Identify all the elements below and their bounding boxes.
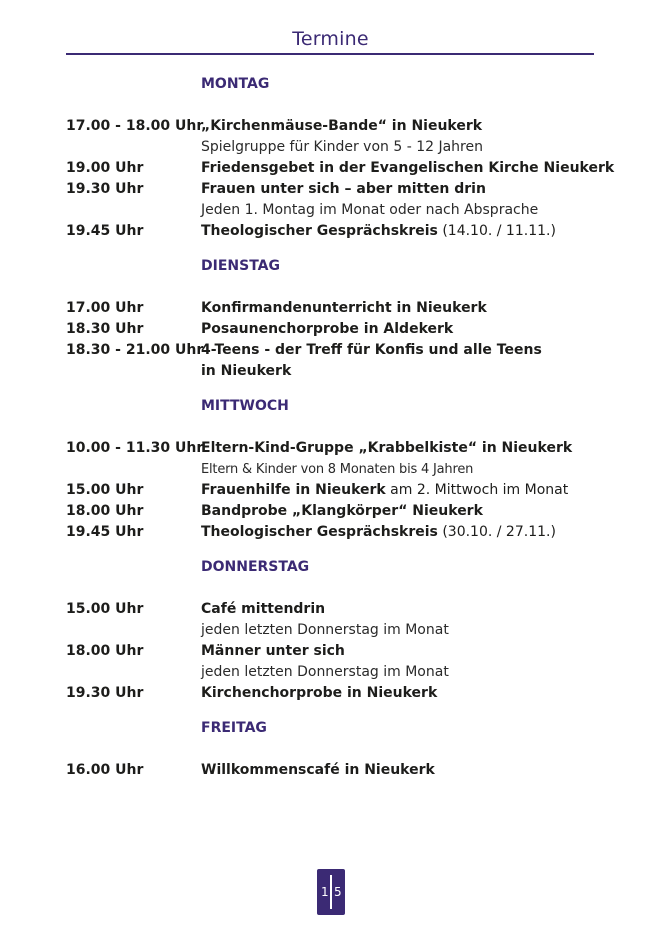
schedule-entry — [66, 158, 615, 179]
schedule-entry — [66, 760, 606, 781]
entry-title — [201, 298, 487, 319]
entry-title-detail: (14.10. / 11.11.) — [437, 223, 556, 239]
entry-time: 19.00 Uhr — [66, 160, 144, 176]
entry-detail-bold: in Nieukerk — [201, 363, 292, 379]
entry-title-bold: Konfirmandenunterricht in Nieukerk — [201, 300, 487, 316]
schedule-entry-detail — [66, 200, 606, 221]
entry-title — [201, 641, 345, 662]
schedule — [66, 74, 615, 795]
schedule-entry — [66, 683, 606, 704]
schedule-entry — [66, 522, 606, 543]
schedule-entry — [66, 599, 606, 620]
schedule-entry-detail — [66, 662, 606, 683]
entry-time: 15.00 Uhr — [66, 482, 144, 498]
entry-time: 18.00 Uhr — [66, 503, 144, 519]
day-section — [66, 718, 606, 781]
entry-title — [201, 221, 556, 242]
entry-time: 18.30 Uhr — [66, 321, 144, 337]
entry-title-bold: Willkommenscafé in Nieukerk — [201, 762, 435, 778]
entry-title — [201, 501, 483, 522]
entry-title — [201, 480, 568, 501]
schedule-entry-detail — [66, 459, 606, 480]
entry-time: 19.45 Uhr — [66, 223, 144, 239]
entry-title-bold: Friedensgebet in der Evangelischen Kirche Nieukerk — [201, 160, 615, 176]
page-number-badge — [317, 869, 345, 915]
entry-title-bold: 4-Teens - der Treff für Konfis und alle Teens — [201, 342, 542, 358]
entry-time: 19.30 Uhr — [66, 685, 144, 701]
entry-time: 10.00 - 11.30 Uhr — [66, 440, 204, 456]
entry-title — [201, 116, 482, 137]
schedule-entry — [66, 340, 606, 361]
entry-title-bold: Bandprobe „Klangkörper“ Nieukerk — [201, 503, 483, 519]
entry-title — [201, 319, 453, 340]
entry-title-bold: Posaunenchorprobe in Aldekerk — [201, 321, 454, 337]
entry-title — [201, 683, 437, 704]
day-heading: MITTWOCH — [201, 398, 289, 414]
entry-detail: Eltern & Kinder von 8 Monaten bis 4 Jahren — [201, 462, 474, 477]
entry-title — [201, 438, 572, 459]
schedule-entry — [66, 298, 606, 319]
day-heading: DONNERSTAG — [201, 559, 310, 575]
entry-time: 18.30 - 21.00 Uhr — [66, 342, 204, 358]
entry-title-bold: Kirchenchorprobe in Nieukerk — [201, 685, 438, 701]
day-section — [66, 557, 606, 704]
day-heading: MONTAG — [201, 76, 270, 92]
schedule-entry — [66, 501, 606, 522]
day-section — [66, 256, 606, 382]
entry-title-bold: Theologischer Gesprächskreis — [201, 524, 438, 540]
schedule-entry — [66, 179, 606, 200]
entry-detail: Spielgruppe für Kinder von 5 - 12 Jahren — [201, 139, 483, 155]
entry-detail — [201, 361, 291, 382]
day-heading: FREITAG — [201, 720, 267, 736]
entry-title — [201, 179, 486, 200]
page-title: Termine — [292, 28, 369, 50]
entry-title — [201, 522, 556, 543]
day-section — [66, 74, 615, 242]
day-section — [66, 396, 606, 543]
entry-title-bold: Frauenhilfe in Nieukerk — [201, 482, 386, 498]
schedule-entry — [66, 480, 606, 501]
entry-title-bold: Theologischer Gesprächskreis — [201, 223, 438, 239]
schedule-entry-detail — [66, 137, 606, 158]
entry-title-bold: Café mittendrin — [201, 601, 326, 617]
schedule-entry — [66, 641, 606, 662]
entry-title — [201, 760, 435, 781]
schedule-entry-detail — [66, 361, 606, 382]
schedule-entry — [66, 221, 606, 242]
entry-detail: jeden letzten Donnerstag im Monat — [201, 664, 449, 680]
entry-title-detail: (30.10. / 27.11.) — [437, 524, 556, 540]
entry-time: 19.45 Uhr — [66, 524, 144, 540]
entry-title-bold: Frauen unter sich – aber mitten drin — [201, 181, 486, 197]
entry-title — [201, 599, 325, 620]
entry-title-detail: am 2. Mittwoch im Monat — [385, 482, 569, 498]
entry-title — [201, 158, 614, 179]
schedule-entry — [66, 319, 606, 340]
entry-time: 18.00 Uhr — [66, 643, 144, 659]
page-number-digit: 1 — [321, 885, 329, 899]
entry-title-bold: „Kirchenmäuse-Bande“ in Nieukerk — [201, 118, 483, 134]
schedule-entry — [66, 438, 606, 459]
schedule-entry — [66, 116, 606, 137]
day-heading: DIENSTAG — [201, 258, 280, 274]
entry-time: 16.00 Uhr — [66, 762, 144, 778]
entry-title-bold: Eltern-Kind-Gruppe „Krabbelkiste“ in Nieukerk — [201, 440, 573, 456]
entry-time: 19.30 Uhr — [66, 181, 144, 197]
entry-title-bold: Männer unter sich — [201, 643, 345, 659]
schedule-entry-detail — [66, 620, 606, 641]
title-divider — [66, 53, 594, 55]
page-number-digit: 5 — [334, 885, 342, 899]
page-number-divider — [330, 875, 332, 909]
entry-time: 17.00 Uhr — [66, 300, 144, 316]
entry-detail: Jeden 1. Montag im Monat oder nach Absprache — [201, 202, 539, 218]
entry-time: 17.00 - 18.00 Uhr — [66, 118, 204, 134]
entry-detail: jeden letzten Donnerstag im Monat — [201, 622, 449, 638]
entry-title — [201, 340, 542, 361]
entry-time: 15.00 Uhr — [66, 601, 144, 617]
